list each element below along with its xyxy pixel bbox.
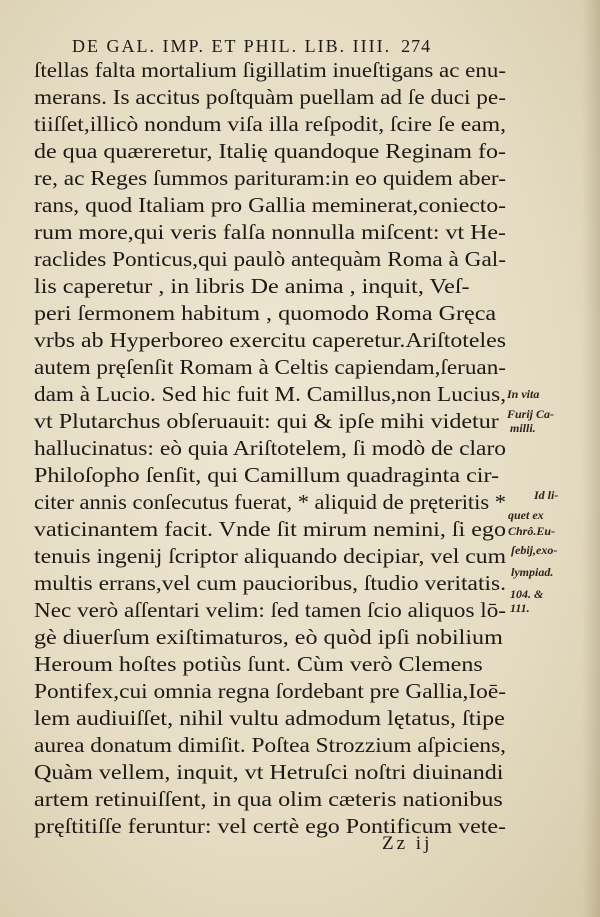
text-line: gè diuerſum exiſtimaturos, eò quòd ipſi nobilium — [34, 625, 503, 649]
text-line: de qua quæreretur, Italię quandoque Reginam fo- — [34, 139, 507, 163]
catchword-signature: Zz ij — [382, 833, 433, 854]
text-line: lis caperetur , in libris De anima , inquit, Veſ- — [34, 274, 470, 298]
margin-note: In vita — [507, 387, 540, 401]
text-line: pręſtitiſſe feruntur: vel certè ego Pontificum vete- — [34, 814, 507, 838]
text-line: rum more,qui veris falſa nonnulla miſcent: vt He- — [34, 220, 507, 244]
margin-note: Id li- — [534, 488, 559, 502]
text-line: Quàm vellem, inquit, vt Hetruſci noſtri diuinandi — [34, 760, 504, 784]
margin-note: ſebij,exo- — [511, 543, 558, 557]
text-line: re, ac Reges ſummos parituram:in eo quidem aber- — [34, 166, 506, 190]
margin-note: 104. & — [510, 587, 544, 601]
text-line: peri ſermonem habitum , quomodo Roma Gręca — [34, 301, 497, 325]
text-line: autem pręſenſit Romam à Celtis capiendam,ſeruan- — [34, 355, 506, 379]
text-line: tiiſſet,illicò nondum viſa illa reſpodit, ſcire ſe eam, — [34, 112, 506, 136]
margin-note: Chrô.Eu- — [508, 524, 556, 538]
text-line: lem audiuiſſet, nihil vultu admodum lętatus, ſtipe — [34, 706, 505, 730]
text-line: multis errans,vel cum paucioribus, ſtudio veritatis. — [34, 571, 506, 595]
text-line: Philoſopho ſenſit, qui Camillum quadraginta cir- — [34, 463, 500, 487]
text-line: raclides Ponticus,qui paulò antequàm Roma à Gal- — [34, 247, 506, 271]
text-line: vaticinantem facit. Vnde ſit mirum nemini, ſi ego — [34, 517, 507, 541]
text-line: Nec verò aſſentari velim: ſed tamen ſcio aliquos lō- — [34, 598, 506, 622]
margin-note: quet ex — [508, 508, 544, 522]
page-edge-shadow — [582, 0, 600, 917]
text-line: aurea donatum dimiſit. Poſtea Strozzium aſpiciens, — [34, 733, 507, 757]
text-line: dam à Lucio. Sed hic fuit M. Camillus,non Lucius, — [34, 382, 506, 406]
text-line: vrbs ab Hyperboreo exercitu caperetur.Ariſtoteles — [34, 328, 506, 352]
margin-note: 111. — [510, 601, 530, 615]
running-title: DE GAL. IMP. ET PHIL. LIB. IIII. — [72, 36, 392, 56]
text-line: ſtellas falta mortalium ſigillatim inueſtigans ac enu- — [34, 58, 506, 82]
text-line: artem retinuiſſent, in qua olim cæteris nationibus — [34, 787, 503, 811]
text-line: Heroum hoſtes potiùs ſunt. Cùm verò Clemens — [34, 652, 483, 676]
text-line: hallucinatus: eò quia Ariſtotelem, ſi modò de claro — [34, 436, 506, 460]
page-number: 274 — [401, 36, 432, 56]
text-line: tenuis ingenij ſcriptor aliquando decipiar, vel cum — [34, 544, 507, 568]
margin-note: lympiad. — [511, 565, 554, 579]
text-line: vt Plutarchus obſeruauit: qui & ipſe mihi videtur — [34, 409, 499, 433]
text-line: Pontifex,cui omnia regna ſordebant pre Gallia,Ioē- — [34, 679, 507, 703]
text-line: merans. Is accitus poſtquàm puellam ad ſe duci pe- — [34, 85, 506, 109]
running-header — [72, 36, 431, 57]
margin-note: Furij Ca- — [507, 407, 555, 421]
margin-note: milli. — [510, 421, 536, 435]
text-line: citer annis conſecutus fuerat, * aliquid de pręteritis * — [34, 490, 506, 514]
text-line: rans, quod Italiam pro Gallia meminerat,coniecto- — [34, 193, 506, 217]
